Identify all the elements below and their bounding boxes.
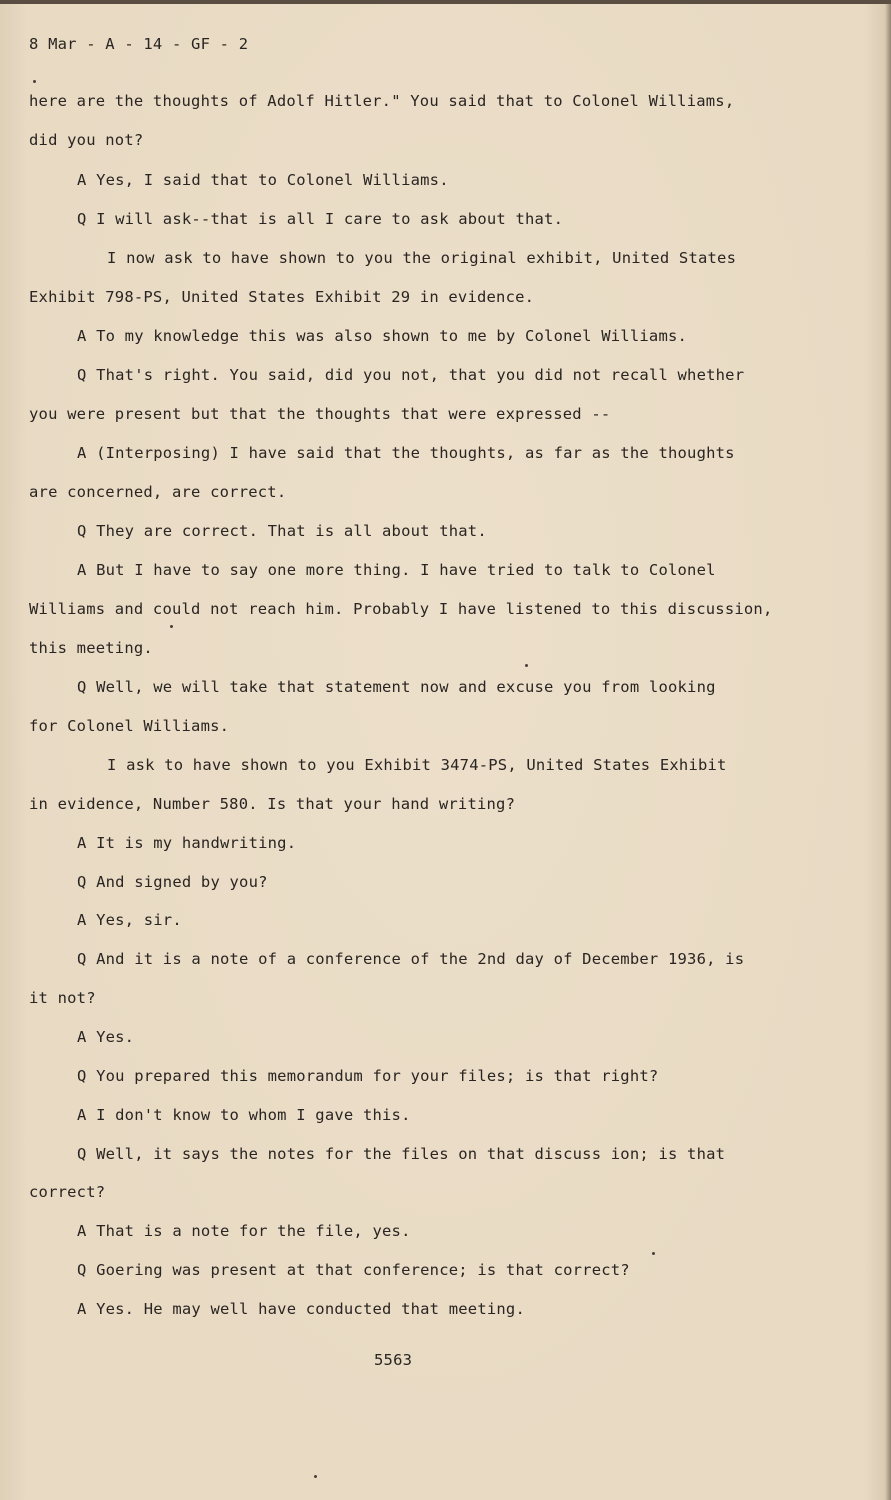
text-line: Q You prepared this memorandum for your files; is that right?	[77, 1067, 659, 1085]
text-line: A I don't know to whom I gave this.	[77, 1106, 411, 1124]
paper-speck	[314, 1475, 317, 1478]
paper-speck	[652, 1252, 655, 1255]
text-line: Exhibit 798-PS, United States Exhibit 29 in evidence.	[29, 288, 535, 306]
text-line: I now ask to have shown to you the original exhibit, United States	[107, 249, 737, 267]
text-line: A That is a note for the file, yes.	[77, 1222, 411, 1240]
text-line: A Yes.	[77, 1028, 135, 1046]
text-line: did you not?	[29, 131, 144, 149]
text-line: Q Goering was present at that conference; is that correct?	[77, 1261, 630, 1279]
text-line: Q And it is a note of a conference of the 2nd day of December 1936, is	[77, 950, 745, 968]
text-line: you were present but that the thoughts that were expressed --	[29, 405, 611, 423]
text-line: Q They are correct. That is all about that.	[77, 522, 487, 540]
text-line: it not?	[29, 989, 96, 1007]
text-line: A (Interposing) I have said that the thoughts, as far as the thoughts	[77, 444, 735, 462]
text-line: Q And signed by you?	[77, 873, 268, 891]
text-line: are concerned, are correct.	[29, 483, 287, 501]
text-line: A Yes, I said that to Colonel Williams.	[77, 171, 449, 189]
text-line: Q That's right. You said, did you not, that you did not recall whether	[77, 366, 745, 384]
text-line: in evidence, Number 580. Is that your hand writing?	[29, 795, 516, 813]
paper-speck	[33, 80, 36, 83]
scan-top-edge	[0, 0, 891, 4]
text-line: A But I have to say one more thing. I have tried to talk to Colonel	[77, 561, 716, 579]
text-line: Williams and could not reach him. Probably I have listened to this discussion,	[29, 600, 773, 618]
text-line: Q Well, it says the notes for the files on that discuss ion; is that	[77, 1145, 726, 1163]
text-line: I ask to have shown to you Exhibit 3474-PS, United States Exhibit	[107, 756, 727, 774]
text-line: for Colonel Williams.	[29, 717, 230, 735]
page-number: 5563	[374, 1351, 413, 1369]
paper-speck	[170, 625, 173, 628]
text-line: this meeting.	[29, 639, 153, 657]
text-line: A Yes, sir.	[77, 911, 182, 929]
scan-right-edge	[885, 0, 891, 1500]
text-line: A Yes. He may well have conducted that meeting.	[77, 1300, 525, 1318]
text-line: A It is my handwriting.	[77, 834, 297, 852]
text-line: here are the thoughts of Adolf Hitler." You said that to Colonel Williams,	[29, 92, 735, 110]
text-line: Q Well, we will take that statement now and excuse you from looking	[77, 678, 716, 696]
text-line: Q I will ask--that is all I care to ask about that.	[77, 210, 564, 228]
paper-speck	[525, 664, 528, 667]
text-line: correct?	[29, 1183, 106, 1201]
text-line: A To my knowledge this was also shown to me by Colonel Williams.	[77, 327, 688, 345]
page-header: 8 Mar - A - 14 - GF - 2	[29, 35, 249, 53]
